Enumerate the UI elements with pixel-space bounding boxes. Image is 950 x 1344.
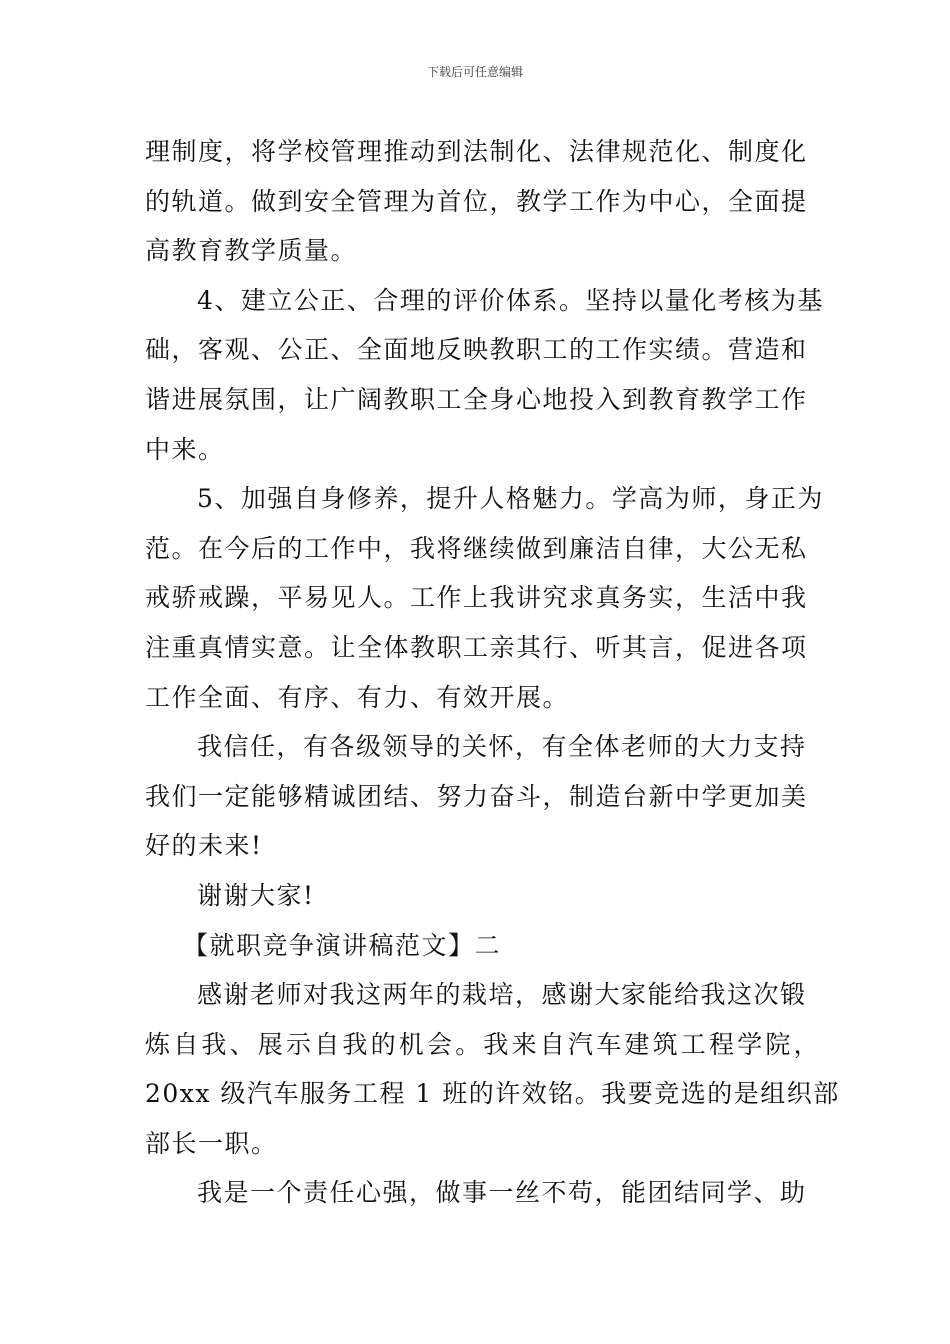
text-line: 谢谢大家! [197,880,315,910]
text-line: 理制度，将学校管理推动到法制化、法律规范化、制度化 [145,137,808,166]
text-line: 注重真情实意。让全体教职工亲其行、听其言，促进各项 [145,632,808,662]
text-line: 感谢老师对我这两年的栽培，感谢大家能给我这次锻 [197,980,807,1010]
text-line: 20xx 级汽车服务工程 1 班的许效铭。我要竞选的是组织部 [145,1079,840,1109]
document-body [145,127,840,1218]
text-line: 我们一定能够精诚团结、努力奋斗，制造台新中学更加美 [145,781,808,811]
section-title [145,921,817,971]
paragraph-management [145,127,817,276]
text-line: 部长一职。 [145,1128,278,1158]
text-line: 工作全面、有序、有力、有效开展。 [145,682,570,712]
text-line: 范。在今后的工作中，我将继续做到廉洁自律，大公无私 [145,533,808,563]
paragraph-belief [145,722,817,871]
paragraph-item-4 [145,276,824,474]
text-line: 础，客观、公正、全面地反映教职工的工作实绩。营造和 [145,335,808,365]
paragraph-item-5 [145,474,824,722]
paragraph-thanks [145,871,817,921]
page-header: 下载后可任意编辑 [426,65,523,79]
text-line: 我是一个责任心强，做事一丝不苟，能团结同学、助 [197,1178,807,1208]
text-line: 谐进展氛围，让广阔教职工全身心地投入到教育教学工作 [145,384,808,414]
text-line: 中来。 [145,434,225,464]
text-line: 我信任，有各级领导的关怀，有全体老师的大力支持 [197,732,807,762]
text-line: 好的未来! [145,831,263,861]
paragraph-self [145,1168,817,1218]
paragraph-intro [145,970,840,1168]
text-line: 【就职竞争演讲稿范文】二 [183,930,502,960]
text-line: 炼自我、展示自我的机会。我来自汽车建筑工程学院， [145,1029,822,1059]
text-line: 5、加强自身修养，提升人格魅力。学高为师，身正为 [197,484,824,514]
text-line: 高教育教学质量。 [145,236,358,266]
text-line: 的轨道。做到安全管理为首位，教学工作为中心，全面提 [145,186,808,216]
text-line: 戒骄戒躁，平易见人。工作上我讲究求真务实，生活中我 [145,583,808,613]
text-line: 4、建立公正、合理的评价体系。坚持以量化考核为基 [197,285,824,315]
